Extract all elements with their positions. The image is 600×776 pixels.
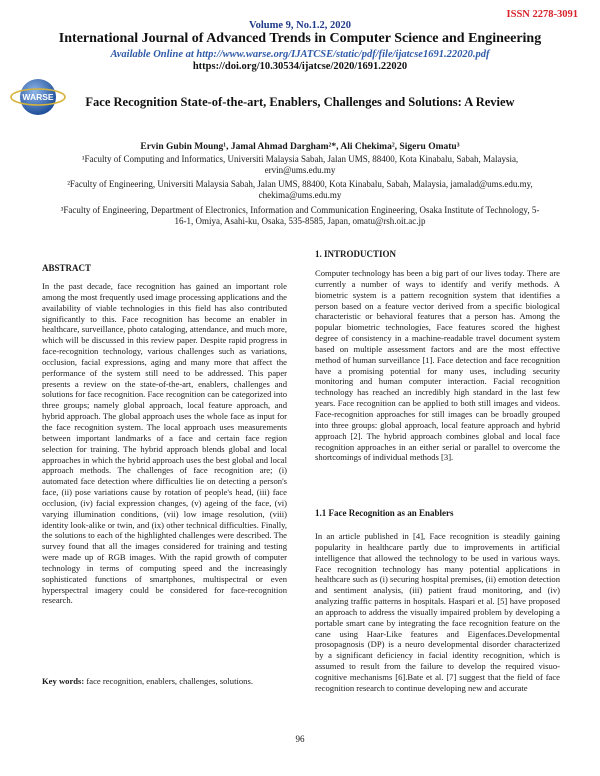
paper-title: Face Recognition State-of-the-art, Enablers, Challenges and Solutions: A Review xyxy=(85,95,515,109)
page-number: 96 xyxy=(295,734,305,744)
availability-link[interactable]: Available Online at http://www.warse.org/IJATCSE/static/pdf/file/ijatcse1691.22020.pdf xyxy=(110,49,490,60)
subsection-heading: 1.1 Face Recognition as an Enablers xyxy=(315,508,454,518)
affiliation-2: ²Faculty of Engineering, Universiti Malaysia Sabah, Jalan UMS, 88400, Kota Kinabalu, Sabah, Malaysia, jamalad@ums.edu.my, chekima@ums.edu.my xyxy=(67,179,533,200)
affiliation-3: ³Faculty of Engineering, Department of Electronics, Information and Communication Engineering, Osaka Institute of Technology, 5-16-1, Omiya, Asahi-ku, Osaka, 535-8585, Japan, omatu@rsh.oit.ac.jp xyxy=(60,205,540,226)
keywords xyxy=(42,676,287,686)
journal-title: International Journal of Advanced Trends in Computer Science and Engineering xyxy=(58,31,542,46)
logo-text: WARSE xyxy=(22,92,54,102)
volume-label: Volume 9, No.1.2, 2020 xyxy=(249,20,351,31)
introduction-body: Computer technology has been a big part of our lives today. There are currently a number of ways to identify and verify methods. A biometric system is a pattern recognition system that identifies a person based on a feature vector derived from a specific biological characteristic or behavioral features that a person has. Among the popular biometric technologies, Face features scored the highest degree of consistency in a machine-readable travel document system based on multiple assessment factors and are the most effective method of human surveillance [1]. Face detection and face recognition have a promising potential for many uses, including security monitoring and human computer interaction. Facial recognition technology has reached an incredibly high standard in the last few years. Face recognition can be applied to both still images and videos. Face-recognition approaches for still images can be broadly grouped into three groups: global approach, local feature approach and hybrid approach [2]. The hybrid approach combines global and local face recognition approaches in an either serial or parallel to overcome the shortcomings of individual methods [3]. xyxy=(315,268,560,463)
abstract-heading: ABSTRACT xyxy=(42,263,92,273)
subsection-body: In an article published in [4], Face recognition is steadily gaining popularity in healthcare partly due to improvements in artificial intelligence that allowed the technology to be used in various ways. Face recognition technology has many potential applications in healthcare such as (i) securing hospital premises, (ii) emotion detection and sentiment analysis, (iii) patient fraud monitoring, and (iv) analyzing traffic patterns in hospitals. Haspari et al. [5] have proposed an approach to address the visually impaired problem by developing a portable smart cane by integrating the face recognition feature on the cane using Haar-Like features and Eigenfaces.Developmental prosopagnosis (DP) is a neuro developmental disorder characterized by a significant deficiency in facial identity recognition, which is assumed to result from the failure to develop the required visuo-cognitive mechanisms [6].Bate et al. [7] suggest that the field of face recognition research to continue developing new and accurate xyxy=(315,531,560,693)
affiliation-1: ¹Faculty of Computing and Informatics, Universiti Malaysia Sabah, Jalan UMS, 88400, Kota Kinabalu, Sabah, Malaysia, ervin@ums.edu.my xyxy=(81,154,519,175)
warse-logo xyxy=(10,77,66,117)
issn-label: ISSN 2278-3091 xyxy=(506,9,578,20)
paper-authors: Ervin Gubin Moung¹, Jamal Ahmad Dargham²*, Ali Chekima², Sigeru Omatu³ xyxy=(140,142,460,152)
keywords-text: face recognition, enablers, challenges, solutions. xyxy=(84,676,253,686)
abstract-body: In the past decade, face recognition has gained an important role among the most frequently used image processing applications and the availability of viable technologies in this field has also contributed significantly to this. Face recognition has become an enabler in healthcare, surveillance, photo cataloging, attendance, and much more, which will be discussed in this review paper. Despite rapid progress in face-recognition technology, various challenges such as variations, occlusion, facial expressions, aging and many more that affect the performance of the system still need to be addressed. This paper presents a review on the state-of-the-art, enablers, challenges and solutions for face recognition. Face recognition can be categorized into three groups; namely global approach, local feature approach, and hybrid approach. The global approach uses the whole face as input for the face recognition system. The local approach uses measurements between important landmarks of a face and certain face region selection for training. The hybrid approach blends global and local approaches in which the hybrid approach uses the best global and local approach methods. The challenges of face recognition are; (i) automated face detection where difficulties lie on detecting a person's face, (ii) pose variations cause by rotation of people's head, (iii) face occlusion, (iv) facial expression changes, (v) ageing of the face, (vi) varying illumination conditions, (vii) low image resolution, (viii) identity look-alike or twin, and (ix) other technical difficulties. Finally, the solutions to each of the highlighted challenges were described. The survey found that all the images considered for training and testing were made up of RGB images. With the rapid growth of computer technology in terms of computing speed and the increasingly sophisticated functions of smartphones, multispectral or even hyperspectral imagery could be considered for face-recognition research. xyxy=(42,281,287,606)
keywords-label: Key words: xyxy=(42,676,85,686)
introduction-heading: 1. INTRODUCTION xyxy=(315,249,397,259)
doi-link[interactable]: https://doi.org/10.30534/ijatcse/2020/1691.22020 xyxy=(192,61,408,72)
